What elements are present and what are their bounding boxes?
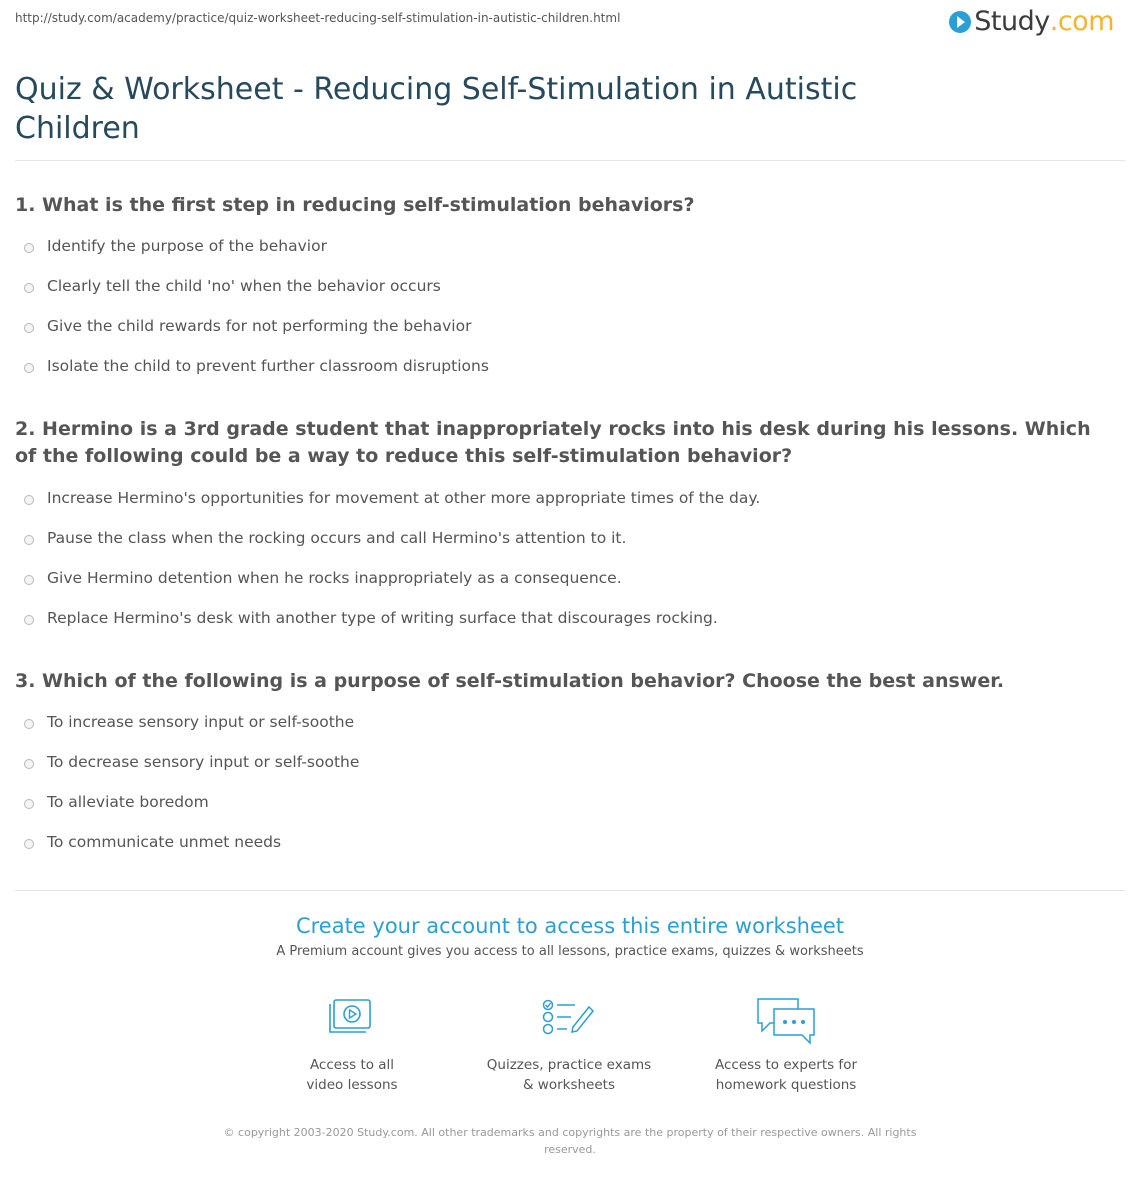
answer-text: Clearly tell the child 'no' when the behavior occurs [47, 277, 441, 295]
question-2: 2. Hermino is a 3rd grade student that inappropriately rocks into his desk during his lessons. Which of the following could be a way to reduce this self-stimulation behavior? [15, 418, 1091, 467]
answer-option[interactable] [24, 713, 354, 731]
feature-label-line2: homework questions [715, 1077, 857, 1093]
radio-icon[interactable] [24, 575, 34, 585]
copyright-notice: © copyright 2003-2020 Study.com. All other trademarks and copyrights are the property of their respective owners. All rights reserved. [223, 1126, 917, 1156]
logo-text: Study [974, 6, 1050, 37]
radio-icon[interactable] [24, 323, 34, 333]
feature-label-line1: Quizzes, practice exams [486, 1057, 652, 1073]
answer-option[interactable] [24, 277, 441, 295]
answer-option[interactable] [24, 529, 626, 547]
video-lesson-icon [320, 995, 384, 1047]
answer-option[interactable] [24, 357, 489, 375]
answer-text: Increase Hermino's opportunities for movement at other more appropriate times of the day. [47, 489, 761, 507]
answer-option[interactable] [24, 317, 471, 335]
feature-label-line2: & worksheets [522, 1077, 615, 1093]
create-account-link[interactable]: Create your account to access this entire worksheet [295, 914, 845, 938]
play-logo-icon [949, 11, 971, 33]
feature-quizzes [479, 995, 659, 1095]
radio-icon[interactable] [24, 243, 34, 253]
answer-option[interactable] [24, 793, 209, 811]
radio-icon[interactable] [24, 839, 34, 849]
question-1: 1. What is the first step in reducing self-stimulation behaviors? [15, 194, 695, 216]
answer-text: Give Hermino detention when he rocks inappropriately as a consequence. [47, 569, 622, 587]
answer-text: Pause the class when the rocking occurs and call Hermino's attention to it. [47, 529, 627, 547]
radio-icon[interactable] [24, 363, 34, 373]
answer-option[interactable] [24, 609, 718, 627]
answer-text: To decrease sensory input or self-soothe [47, 753, 360, 771]
answer-option[interactable] [24, 569, 622, 587]
divider [15, 160, 1125, 161]
radio-icon[interactable] [24, 719, 34, 729]
answer-option[interactable] [24, 753, 359, 771]
radio-icon[interactable] [24, 283, 34, 293]
radio-icon[interactable] [24, 615, 34, 625]
feature-video-lessons [262, 995, 442, 1095]
page-title: Quiz & Worksheet - Reducing Self-Stimulation in Autistic Children [15, 72, 858, 146]
answer-option[interactable] [24, 489, 760, 507]
question-3: 3. Which of the following is a purpose of self-stimulation behavior? Choose the best answer. [15, 670, 1005, 692]
quiz-checklist-icon [537, 995, 601, 1047]
answer-text: Replace Hermino's desk with another type of writing surface that discourages rocking. [47, 609, 718, 627]
radio-icon[interactable] [24, 759, 34, 769]
logo-suffix: .com [1049, 6, 1114, 37]
chat-bubbles-icon [754, 995, 818, 1047]
radio-icon[interactable] [24, 495, 34, 505]
radio-icon[interactable] [24, 535, 34, 545]
answer-text: To increase sensory input or self-soothe [47, 713, 355, 731]
answer-text: Identify the purpose of the behavior [47, 237, 327, 255]
premium-description: A Premium account gives you access to all lessons, practice exams, quizzes & worksheets [276, 944, 864, 959]
feature-label-line1: Access to all [309, 1057, 395, 1073]
answer-option[interactable] [24, 833, 281, 851]
radio-icon[interactable] [24, 799, 34, 809]
answer-option[interactable] [24, 237, 327, 255]
answer-text: Isolate the child to prevent further classroom disruptions [47, 357, 489, 375]
answer-text: Give the child rewards for not performing the behavior [47, 317, 472, 335]
feature-experts [696, 995, 876, 1095]
feature-label-line1: Access to experts for [714, 1057, 857, 1073]
feature-label-line2: video lessons [306, 1077, 398, 1093]
divider [15, 890, 1125, 891]
answer-text: To communicate unmet needs [47, 833, 282, 851]
page-url: http://study.com/academy/practice/quiz-worksheet-reducing-self-stimulation-in-autistic-children.html [15, 11, 621, 25]
answer-text: To alleviate boredom [47, 793, 209, 811]
study-logo[interactable] [949, 6, 1114, 37]
